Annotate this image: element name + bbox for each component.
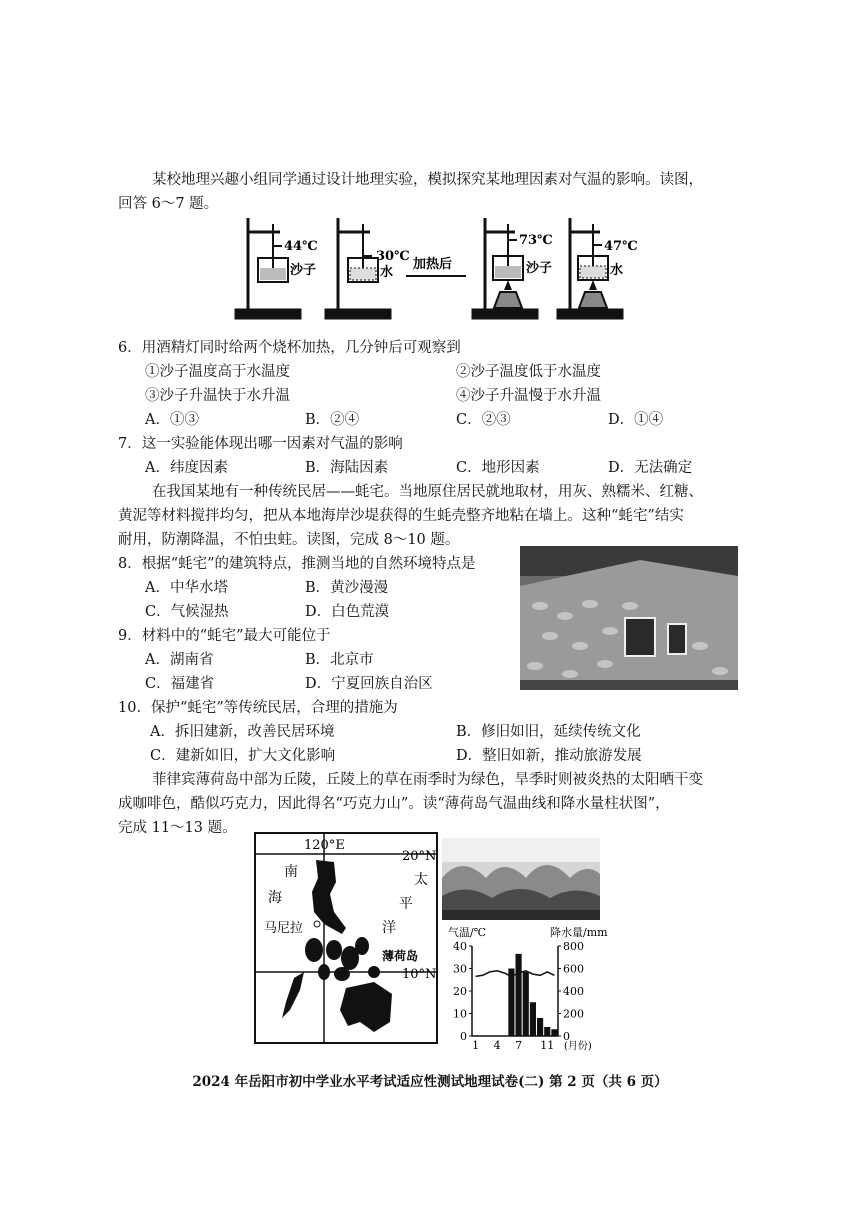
intro2-line1: 在我国某地有一种传统民居——蚝宅。当地原住居民就地取材，用灰、熟糯米、红糖、 <box>152 484 703 500</box>
page-footer: 2024 年岳阳市初中学业水平考试适应性测试地理试卷(二) 第 2 页（共 6 页） <box>192 1074 668 1090</box>
philippines-map <box>254 832 438 1044</box>
map-bohol-label: 薄荷岛 <box>382 949 419 963</box>
chart-x-unit: (月份) <box>564 1041 592 1052</box>
chart-x-tick-label: 7 <box>515 1039 523 1052</box>
intro2-line3: 耐用，防潮降温，不怕虫蛀。读图，完成 8～10 题。 <box>118 532 460 548</box>
chart-right-tick-label: 0 <box>563 1030 570 1043</box>
temp-after-water: 47℃ <box>604 239 638 254</box>
q6-option-b[interactable]: B．②④ <box>305 412 360 428</box>
chart-right-tick-label: 400 <box>563 985 584 998</box>
intro3-line1: 菲律宾薄荷岛中部为丘陵，丘陵上的草在雨季时为绿色，旱季时则被炎热的太阳晒干变 <box>152 772 703 788</box>
chart-precip-bar <box>537 1018 543 1036</box>
chart-precip-bar <box>551 1029 557 1036</box>
experiment-diagram <box>230 210 650 330</box>
q7-option-a[interactable]: A．纬度因素 <box>145 460 228 476</box>
intro2-line2: 黄泥等材料搅拌均匀，把从本地海岸沙堤获得的生蚝壳整齐地粘在墙上。这种“蚝宅”结实 <box>118 508 684 524</box>
chart-precip-bar <box>530 1002 536 1036</box>
chart-right-tick-label: 200 <box>563 1007 584 1021</box>
temp-before-water: 30℃ <box>376 249 410 264</box>
q7-option-c[interactable]: C．地形因素 <box>456 460 540 476</box>
q6-option-d[interactable]: D．①④ <box>608 412 664 428</box>
q9-option-d[interactable]: D．宁夏回族自治区 <box>305 676 433 692</box>
q6-stem: 6．用酒精灯同时给两个烧杯加热，几分钟后可观察到 <box>118 340 461 356</box>
map-lat-top: 20°N <box>402 849 437 864</box>
intro1-line2: 回答 6～7 题。 <box>118 196 219 212</box>
intro3-line3: 完成 11～13 题。 <box>118 820 237 836</box>
q8-option-b[interactable]: B．黄沙漫漫 <box>305 580 389 596</box>
map-pacific-2: 平 <box>399 896 413 912</box>
map-pacific-1: 太 <box>414 872 428 888</box>
chart-precip-bar <box>523 972 529 1036</box>
chart-x-tick-label: 1 <box>472 1039 480 1052</box>
map-lon-label: 120°E <box>304 838 345 853</box>
chart-temperature-line <box>476 971 555 977</box>
chart-precip-bar <box>508 969 514 1037</box>
chart-y-left-label: 气温/℃ <box>448 926 487 939</box>
heating-label: 加热后 <box>413 257 453 272</box>
chart-y-right-label: 降水量/mm <box>550 926 608 939</box>
label-after-water: 水 <box>610 263 624 278</box>
q9-stem: 9．材料中的“蚝宅”最大可能位于 <box>118 628 331 644</box>
map-south-sea-1: 南 <box>284 864 298 880</box>
q6-s1: ①沙子温度高于水温度 <box>145 364 290 380</box>
climate-chart <box>446 924 626 1052</box>
q8-stem: 8．根据“蚝宅”的建筑特点，推测当地的自然环境特点是 <box>118 556 476 572</box>
chart-left-tick-label: 40 <box>453 940 467 953</box>
q6-s2: ②沙子温度低于水温度 <box>456 364 601 380</box>
q6-option-a[interactable]: A．①③ <box>145 412 199 428</box>
chart-left-tick-label: 0 <box>460 1030 467 1043</box>
q6-s3: ③沙子升温快于水升温 <box>145 388 290 404</box>
q6-option-c[interactable]: C．②③ <box>456 412 511 428</box>
temp-after-sand: 73℃ <box>519 233 553 248</box>
map-pacific-3: 洋 <box>382 920 396 936</box>
q9-option-c[interactable]: C．福建省 <box>145 676 215 692</box>
q7-option-b[interactable]: B．海陆因素 <box>305 460 389 476</box>
chart-right-tick-label: 600 <box>563 962 584 976</box>
label-before-sand: 沙子 <box>290 263 317 278</box>
map-lat-bottom: 10°N <box>402 967 437 982</box>
label-after-sand: 沙子 <box>526 261 553 276</box>
temp-before-sand: 44℃ <box>284 239 318 254</box>
chart-left-tick-label: 20 <box>453 985 467 998</box>
q8-option-a[interactable]: A．中华水塔 <box>145 580 228 596</box>
chart-precip-bar <box>544 1027 550 1036</box>
label-before-water: 水 <box>380 265 394 280</box>
chart-right-tick-label: 800 <box>563 940 584 953</box>
q10-stem: 10．保护“蚝宅”等传统民居，合理的措施为 <box>118 700 398 716</box>
chart-x-tick-label: 4 <box>493 1039 501 1052</box>
map-south-sea-2: 海 <box>268 890 282 906</box>
chart-left-tick-label: 30 <box>453 962 467 976</box>
intro3-line2: 成咖啡色，酷似巧克力，因此得名“巧克力山”。读“薄荷岛气温曲线和降水量柱状图”， <box>118 796 670 812</box>
q9-option-b[interactable]: B．北京市 <box>305 652 374 668</box>
map-manila-label: 马尼拉 <box>264 921 304 936</box>
chart-x-tick-label: 11 <box>540 1039 555 1052</box>
q6-s4: ④沙子升温慢于水升温 <box>456 388 601 404</box>
chart-precip-bar <box>516 954 522 1036</box>
q7-stem: 7．这一实验能体现出哪一因素对气温的影响 <box>118 436 403 452</box>
q8-option-d[interactable]: D．白色荒漠 <box>305 604 390 620</box>
q9-option-a[interactable]: A．湖南省 <box>145 652 214 668</box>
q10-option-a[interactable]: A．拆旧建新，改善民居环境 <box>150 724 335 740</box>
q10-option-b[interactable]: B．修旧如旧，延续传统文化 <box>456 724 641 740</box>
q7-option-d[interactable]: D．无法确定 <box>608 460 693 476</box>
intro1-line1: 某校地理兴趣小组同学通过设计地理实验，模拟探究某地理因素对气温的影响。读图， <box>152 172 703 188</box>
oyster-house-photo <box>520 546 738 690</box>
q10-option-c[interactable]: C．建新如旧，扩大文化影响 <box>150 748 336 764</box>
q8-option-c[interactable]: C．气候湿热 <box>145 604 229 620</box>
chocolate-hills-photo <box>442 838 600 920</box>
chart-left-tick-label: 10 <box>453 1007 467 1021</box>
q10-option-d[interactable]: D．整旧如新，推动旅游发展 <box>456 748 642 764</box>
